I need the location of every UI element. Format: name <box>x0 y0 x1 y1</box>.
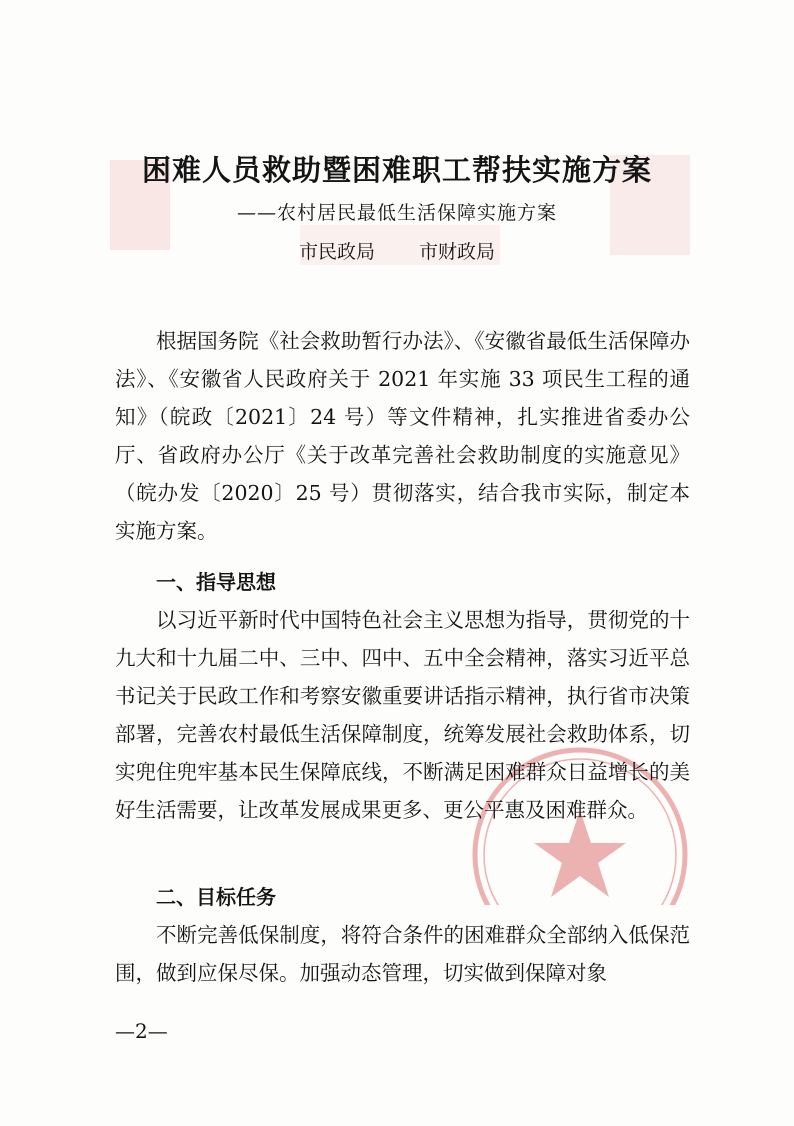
issuer-finance: 市财政局 <box>419 241 496 263</box>
intro-paragraph: 根据国务院《社会救助暂行办法》、《安徽省最低生活保障办法》、《安徽省人民政府关于 2021 年实施 33 项民生工程的通知》（皖政〔2021〕24 号）等文件精神，扎实推进省委办公厅、省政府办公厅《关于改革完善社会救助制度的实施意见》（皖办发〔2020〕25 号）贯彻落实，结合我市实际，制定本实施方案。 <box>115 329 690 543</box>
issuing-departments <box>0 237 794 267</box>
section-heading-guiding-ideology: 一、指导思想 <box>156 570 276 594</box>
section-heading-goals-tasks: 二、目标任务 <box>156 885 276 909</box>
goals-tasks-paragraph: 不断完善低保制度，将符合条件的困难群众全部纳入低保范围，做到应保尽保。加强动态管理，切实做到保障对象 <box>115 923 690 985</box>
page-number: —2— <box>115 1019 168 1043</box>
issuer-civil-affairs: 市民政局 <box>298 241 375 263</box>
guiding-ideology-paragraph: 以习近平新时代中国特色社会主义思想为指导，贯彻党的十九大和十九届二中、三中、四中、五中全会精神，落实习近平总书记关于民政工作和考察安徽重要讲话指示精神，执行省市决策部署，完善农村最低生活保障制度，统筹发展社会救助体系，切实兜住兜牢基本民生保障底线，不断满足困难群众日益增长的美好生活需要，让改革发展成果更多、更公平惠及困难群众。 <box>115 608 690 822</box>
document-subtitle: ——农村居民最低生活保障实施方案 <box>236 202 557 224</box>
document-title: 困难人员救助暨困难职工帮扶实施方案 <box>141 153 652 187</box>
